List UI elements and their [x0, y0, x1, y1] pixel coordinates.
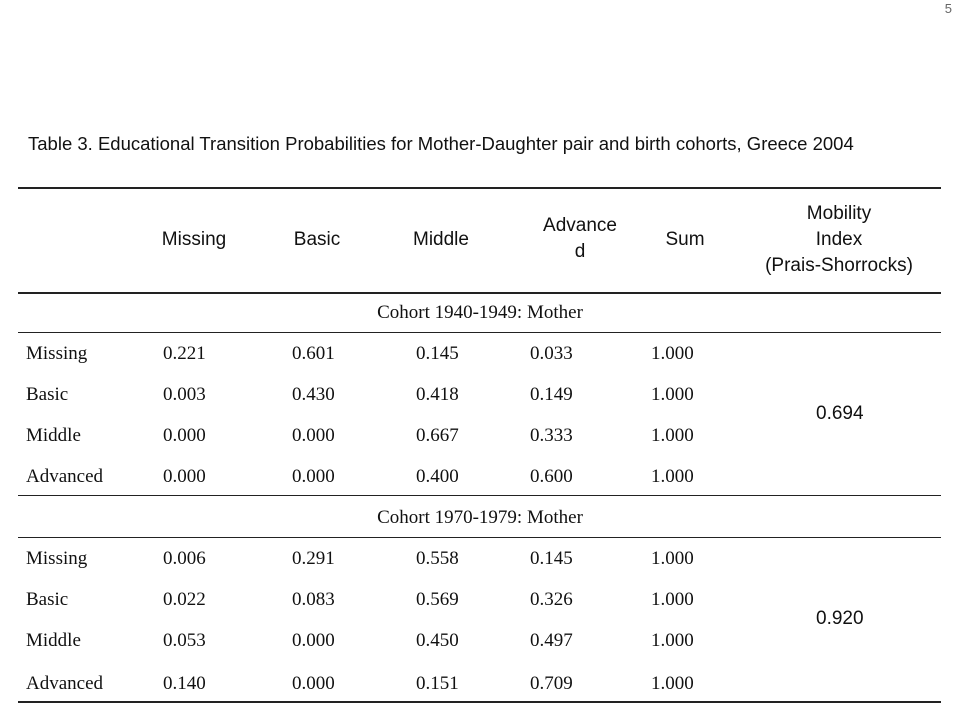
caption-text: Educational Transition Probabilities for Mother-Daughter pair and birth cohorts, Greece 2004 — [97, 133, 854, 154]
table-cell: 1.000 — [651, 466, 694, 487]
table-cell: 1.000 — [651, 548, 694, 569]
table-top-rule — [18, 187, 941, 189]
col-header-mobility-index — [744, 201, 934, 279]
table-cell: 0.003 — [163, 384, 206, 405]
col-header-advanced-line2: d — [574, 241, 586, 262]
table-cell: 0.151 — [416, 673, 459, 694]
row-label: Missing — [26, 343, 88, 364]
panel-title-1: Cohort 1940-1949: Mother — [377, 302, 583, 323]
table-cell: 0.000 — [292, 466, 335, 487]
row-label: Advanced — [26, 673, 104, 694]
panel-title-rule-1 — [18, 332, 941, 333]
table-cell: 0.400 — [416, 466, 459, 487]
row-label: Middle — [26, 425, 81, 446]
header-bottom-rule — [18, 292, 941, 294]
table-cell: 0.006 — [163, 548, 206, 569]
table-cell: 0.326 — [530, 589, 573, 610]
table-cell: 1.000 — [651, 589, 694, 610]
table-cell: 0.333 — [530, 425, 573, 446]
table-cell: 0.221 — [163, 343, 206, 364]
table-cell: 0.145 — [416, 343, 459, 364]
table-cell: 0.145 — [530, 548, 573, 569]
table-cell: 0.000 — [292, 673, 335, 694]
col-header-mobility-line1: Mobility — [806, 203, 872, 224]
table-cell: 0.053 — [163, 630, 206, 651]
table-cell: 1.000 — [651, 384, 694, 405]
table-cell: 0.022 — [163, 589, 206, 610]
table-cell: 0.033 — [530, 343, 573, 364]
table-cell: 0.083 — [292, 589, 335, 610]
row-label: Middle — [26, 630, 81, 651]
table-cell: 0.418 — [416, 384, 459, 405]
row-label: Missing — [26, 548, 88, 569]
row-label: Advanced — [26, 466, 104, 487]
table-bottom-rule — [18, 701, 941, 703]
table-cell: 0.000 — [292, 425, 335, 446]
col-header-missing: Missing — [161, 229, 227, 250]
table-caption — [28, 130, 938, 158]
table-cell: 0.000 — [292, 630, 335, 651]
page-number: 5 — [944, 1, 952, 16]
col-header-mobility-line2: Index — [815, 229, 863, 250]
col-header-advanced — [530, 213, 630, 265]
col-header-sum: Sum — [665, 229, 705, 250]
table-cell: 0.709 — [530, 673, 573, 694]
table-cell: 0.291 — [292, 548, 335, 569]
row-label: Basic — [26, 589, 69, 610]
col-header-basic: Basic — [293, 229, 341, 250]
col-header-middle: Middle — [413, 229, 469, 250]
table-cell: 0.497 — [530, 630, 573, 651]
table-cell: 0.149 — [530, 384, 573, 405]
table-cell: 0.000 — [163, 466, 206, 487]
row-label: Basic — [26, 384, 69, 405]
mobility-index-value: 0.694 — [816, 403, 864, 424]
table-cell: 0.667 — [416, 425, 459, 446]
table-cell: 1.000 — [651, 425, 694, 446]
table-cell: 1.000 — [651, 343, 694, 364]
table-cell: 0.430 — [292, 384, 335, 405]
table-cell: 0.000 — [163, 425, 206, 446]
panel-title-2: Cohort 1970-1979: Mother — [377, 507, 583, 528]
caption-label: Table 3. — [28, 133, 93, 154]
panel-separator-rule — [18, 495, 941, 496]
table-cell: 1.000 — [651, 673, 694, 694]
panel-title-rule-2 — [18, 537, 941, 538]
table-cell: 0.601 — [292, 343, 335, 364]
table-cell: 0.140 — [163, 673, 206, 694]
table-cell: 0.600 — [530, 466, 573, 487]
table-cell: 0.558 — [416, 548, 459, 569]
table-cell: 1.000 — [651, 630, 694, 651]
mobility-index-value: 0.920 — [816, 608, 864, 629]
col-header-mobility-line3: (Prais-Shorrocks) — [765, 255, 913, 276]
table-cell: 0.450 — [416, 630, 459, 651]
table-cell: 0.569 — [416, 589, 459, 610]
col-header-advanced-line1: Advance — [543, 215, 617, 236]
